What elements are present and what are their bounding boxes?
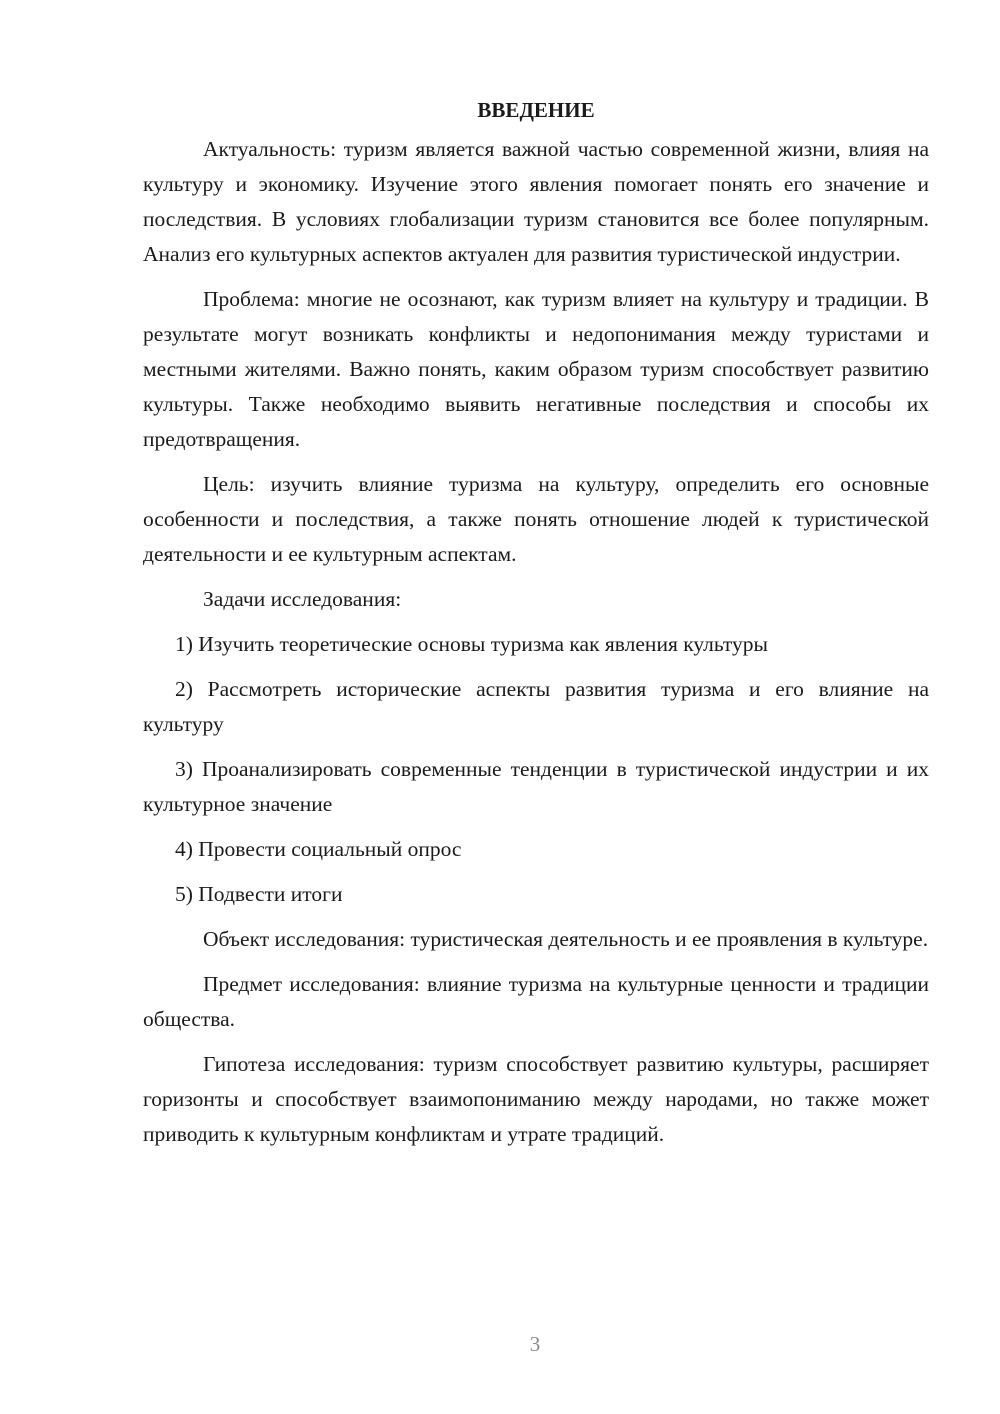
paragraph-hypothesis: Гипотеза исследования: туризм способствует развитию культуры, расширяет горизонты и способствует взаимопониманию между народами, но также может приводить к культурным конфликтам и утрате традиций.: [143, 1052, 929, 1146]
page-number: 3: [529, 1332, 541, 1356]
paragraph-relevance: Актуальность: туризм является важной частью современной жизни, влияя на культуру и экономику. Изучение этого явления помогает понять его значение и последствия. В условиях глобализации туризм становится все более популярным. Анализ его культурных аспектов актуален для развития туристической индустрии.: [143, 137, 929, 266]
task-item-4: 4) Провести социальный опрос: [175, 837, 462, 861]
task-item-1: 1) Изучить теоретические основы туризма как явления культуры: [175, 632, 768, 656]
task-item-3: 3) Проанализировать современные тенденции в туристической индустрии и их культурное значение: [143, 757, 929, 816]
paragraph-problem: Проблема: многие не осознают, как туризм влияет на культуру и традиции. В результате могут возникать конфликты и недопонимания между туристами и местными жителями. Важно понять, каким образом туризм способствует развитию культуры. Также необходимо выявить негативные последствия и способы их предотвращения.: [143, 287, 929, 451]
section-title: ВВЕДЕНИЕ: [477, 98, 595, 122]
page-content: [143, 96, 929, 1162]
paragraph-goal: Цель: изучить влияние туризма на культуру, определить его основные особенности и последствия, а также понять отношение людей к туристической деятельности и ее культурным аспектам.: [143, 472, 929, 566]
task-item-2: 2) Рассмотреть исторические аспекты развития туризма и его влияние на культуру: [143, 677, 929, 736]
paragraph-subject: Предмет исследования: влияние туризма на культурные ценности и традиции общества.: [143, 972, 929, 1031]
paragraph-tasks-heading: Задачи исследования:: [203, 587, 402, 611]
paragraph-object: Объект исследования: туристическая деятельность и ее проявления в культуре.: [203, 927, 929, 951]
task-item-5: 5) Подвести итоги: [175, 882, 343, 906]
